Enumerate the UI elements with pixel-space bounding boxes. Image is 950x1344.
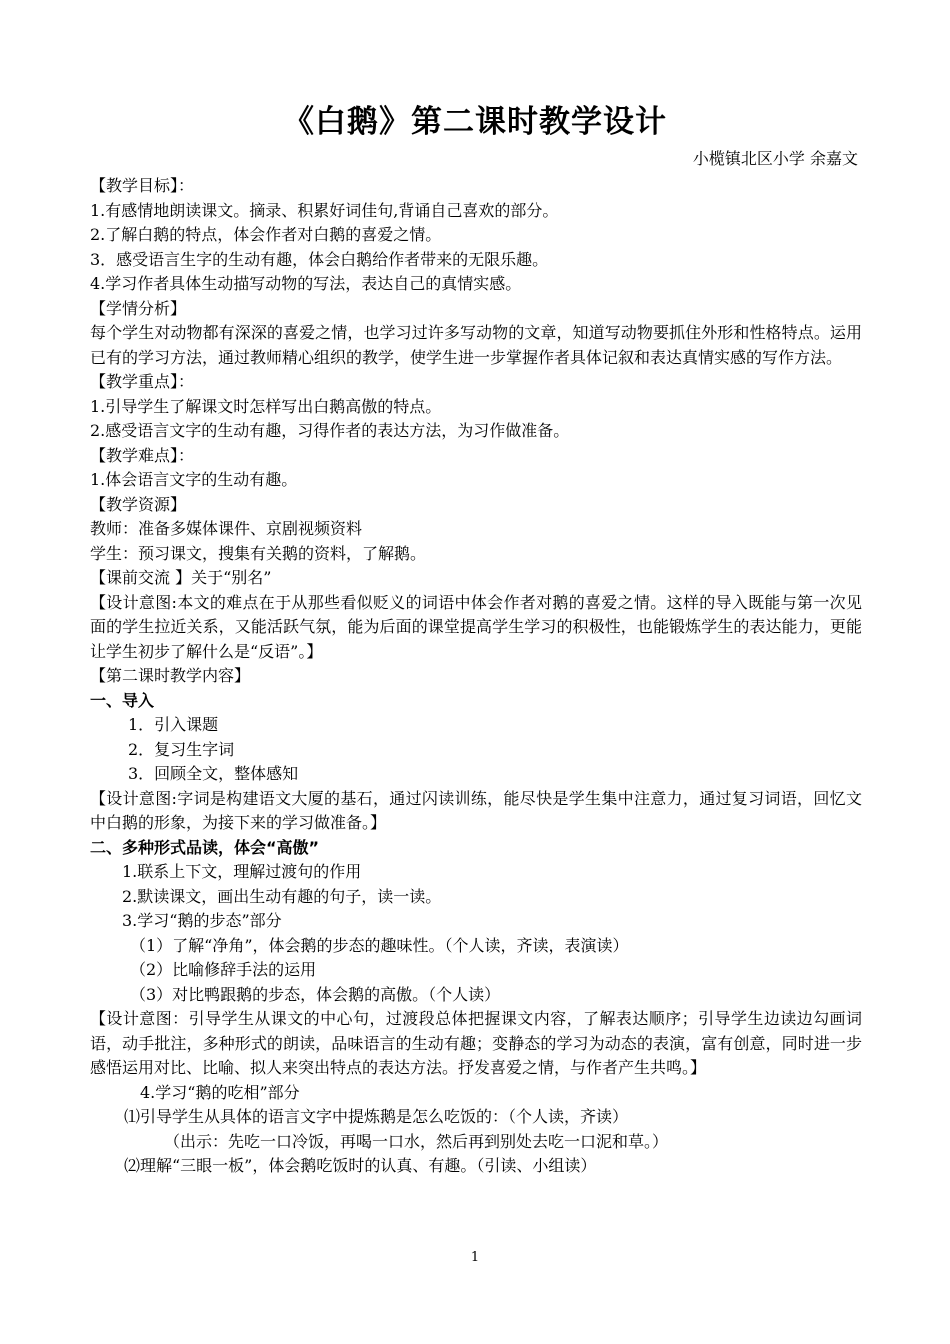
paragraph: 【教学资源】 — [90, 494, 187, 514]
paragraph: （3）对比鸭跟鹅的步态，体会鹅的高傲。（个人读） — [130, 984, 501, 1004]
paragraph: 【学情分析】 — [90, 298, 187, 318]
document-title: 《白鹅》第二课时教学设计 — [283, 104, 667, 140]
paragraph: 3．感受语言生字的生动有趣，体会白鹅给作者带来的无限乐趣。 — [90, 249, 549, 269]
paragraph: 1.有感情地朗读课文。摘录、积累好词佳句,背诵自己喜欢的部分。 — [90, 200, 559, 220]
page-number: 1 — [470, 1250, 480, 1265]
paragraph: 一、导入 — [90, 690, 155, 710]
paragraph: 1.体会语言文字的生动有趣。 — [90, 470, 298, 489]
paragraph: 4.学习“鹅的吃相”部分 — [140, 1082, 300, 1102]
paragraph: 4.学习作者具体生动描写动物的写法，表达自己的真情实感。 — [90, 274, 522, 293]
paragraph: 【课前交流 】关于“别名” — [90, 568, 272, 587]
paragraph: 【设计意图:本文的难点在于从那些看似贬义的词语中体会作者对鹅的喜爱之情。这样的导入既能与第一次见面的学生拉近关系，又能活跃气氛，能为后面的课堂提高学生学习的积极性，也能锻炼学生的表达能力，更能让学生初步了解什么是“反语”。】 — [90, 592, 862, 661]
paragraph: ⑴引导学生从具体的语言文字中提炼鹅是怎么吃饭的：（个人读，齐读） — [124, 1107, 629, 1126]
paragraph: （1）了解“净角”，体会鹅的步态的趣味性。（个人读，齐读，表演读） — [130, 935, 629, 955]
paragraph: 【教学重点】： — [90, 372, 195, 391]
paragraph: 1.引导学生了解课文时怎样写出白鹅高傲的特点。 — [90, 396, 442, 416]
paragraph: 【教学难点】： — [90, 445, 195, 465]
paragraph: 【第二课时教学内容】 — [90, 666, 251, 685]
author-line: 小榄镇北区小学 余嘉文 — [692, 149, 858, 168]
paragraph: （2）比喻修辞手法的运用 — [130, 960, 317, 979]
paragraph: ⑵理解“三眼一板”，体会鹅吃饭时的认真、有趣。（引读、小组读） — [124, 1156, 597, 1175]
paragraph: 1.联系上下文，理解过渡句的作用 — [122, 862, 362, 881]
paragraph: 3.学习“鹅的步态”部分 — [122, 911, 282, 930]
paragraph: 学生：预习课文，搜集有关鹅的资料，了解鹅。 — [90, 543, 427, 563]
paragraph: 2.默读课文，画出生动有趣的句子，读一读。 — [122, 886, 442, 906]
paragraph: 教师：准备多媒体课件、京剧视频资料 — [90, 519, 363, 538]
paragraph: 【设计意图：引导学生从课文的中心句，过渡段总体把握课文内容，了解表达顺序；引导学生边读边勾画词语，动手批注，多种形式的朗读，品味语言的生动有趣；变静态的学习为动态的表演，富有创意，同时进一步感悟运用对比、比喻、拟人来突出特点的表达方法。抒发喜爱之情，与作者产生共鸣。】 — [90, 1009, 862, 1077]
document-body — [90, 174, 862, 1179]
paragraph: 二、多种形式品读，体会“高傲” — [90, 837, 320, 857]
paragraph: 【教学目标】： — [90, 176, 195, 195]
paragraph: 每个学生对动物都有深深的喜爱之情，也学习过许多写动物的文章，知道写动物要抓住外形和性格特点。运用已有的学习方法，通过教师精心组织的教学，使学生进一步掌握作者具体记叙和表达真情实感的写作方法。 — [90, 323, 862, 367]
paragraph: 3．回顾全文，整体感知 — [128, 764, 299, 783]
paragraph: 2．复习生字词 — [128, 739, 235, 759]
paragraph: 2.了解白鹅的特点，体会作者对白鹅的喜爱之情。 — [90, 225, 442, 244]
paragraph: （出示：先吃一口冷饭，再喝一口水，然后再到别处去吃一口泥和草。） — [164, 1131, 669, 1151]
paragraph: 【设计意图:字词是构建语文大厦的基石，通过闪读训练，能尽快是学生集中注意力，通过复习词语，回忆文中白鹅的形象，为接下来的学习做准备。】 — [90, 788, 862, 832]
paragraph: 2.感受语言文字的生动有趣，习得作者的表达方法，为习作做准备。 — [90, 421, 570, 440]
paragraph: 1．引入课题 — [128, 715, 219, 734]
